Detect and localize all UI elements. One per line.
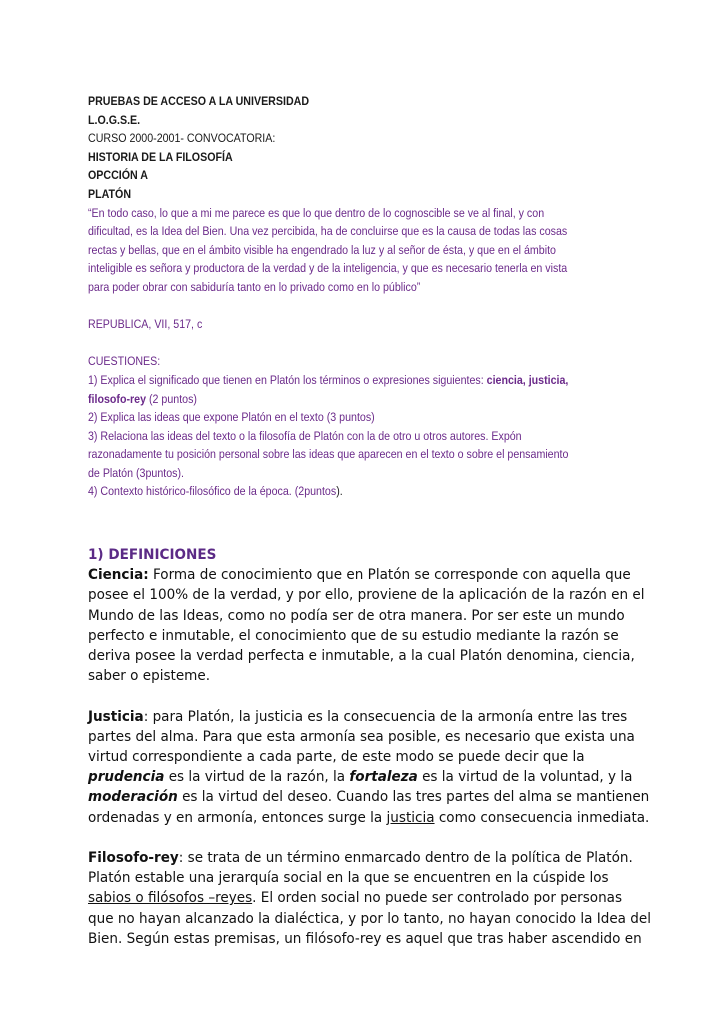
questions-block [88, 352, 570, 501]
spacer [88, 828, 623, 848]
spacer [88, 334, 570, 353]
spacer [88, 686, 623, 706]
quote-reference: REPUBLICA, VII, 517, c [88, 317, 203, 332]
quote-line: para poder obrar con sabiduría tanto en lo privado como en lo público” [88, 279, 421, 294]
definition-filosofo-rey: Filosofo-rey: se trata de un término enmarcado dentro de la política de Platón. Platón estable una jerarquía social en la que se encuentren en la cúspide los sabios o filósofos –reyes. El orden social no puede ser controlado por personas que no hayan alcanzado la dialéctica, y por lo tanto, no hayan conocido la Idea del Bien. Según estas premisas, un filósofo-rey es aquel que tras haber ascendido en [88, 850, 651, 947]
questions-heading: CUESTIONES: [88, 354, 161, 369]
question-1: 1) Explica el significado que tienen en Platón los términos o expresiones siguientes: ciencia, justicia, [88, 372, 569, 387]
quote-text [88, 204, 570, 297]
term-ciencia: Ciencia: [88, 567, 149, 584]
definition-ciencia: Ciencia: Forma de conocimiento que en Platón se corresponde con aquella que posee el 100% de la verdad, y por ello, proviene de la aplicación de la razón en el Mundo de las Ideas, como no podía ser de otra manera. Por ser este un mundo perfecto e inmutable, el conocimiento que de su estudio mediante la razón se deriva posee la verdad perfecta e inmutable, a la cual Platón denomina, ciencia, saber o episteme. [88, 567, 645, 685]
quote-line: inteligible es señora y productora de la verdad y de la inteligencia, y que es necesario tenerla en vista [88, 261, 568, 276]
question-2: 2) Explica las ideas que expone Platón en el texto (3 puntos) [88, 410, 375, 425]
subject-label: HISTORIA DE LA FILOSOFÍA [88, 149, 233, 164]
definitions-title: 1) DEFINICIONES [88, 547, 217, 563]
author-label: PLATÓN [88, 186, 132, 201]
term-justicia: Justicia [88, 708, 144, 725]
definition-justicia: Justicia: para Platón, la justicia es la consecuencia de la armonía entre las tres partes del alma. Para que esta armonía sea posible, es necesario que exista una virtud correspondiente a cada parte, de este modo se puede decir que la prudencia es la virtud de la razón, la fortaleza es la virtud de la voluntad, y la moderación es la virtud del deseo. Cuando las tres partes del alma se mantienen ordenadas y en armonía, entonces surge la justicia como consecuencia inmediata. [88, 708, 650, 826]
term-filosofo-rey: Filosofo-rey [88, 850, 179, 867]
course-label: CURSO 2000-2001- CONVOCATORIA: [88, 131, 276, 146]
quote-line: “En todo caso, lo que a mi me parece es que lo que dentro de lo cognoscible se ve al final, y con [88, 205, 545, 220]
definitions-section [88, 545, 651, 949]
quote-line: dificultad, es la Idea del Bien. Una vez percibida, ha de concluirse que es la causa de todas las cosas [88, 224, 568, 239]
exam-statement [88, 92, 570, 501]
question-3-cont: de Platón (3puntos). [88, 465, 184, 480]
quote-line: rectas y bellas, que en el ámbito visible ha engendrado la luz y al señor de ésta, y que en el ámbito [88, 242, 556, 257]
question-3: 3) Relaciona las ideas del texto o la filosofía de Platón con la de otro u otros autores. Expón [88, 428, 522, 443]
exam-title: PRUEBAS DE ACCESO A LA UNIVERSIDAD [88, 94, 310, 108]
spacer [88, 297, 570, 316]
question-3-cont: razonadamente tu posición personal sobre las ideas que aparecen en el texto o sobre el pensamiento [88, 447, 569, 462]
question-1-cont: filosofo-rey (2 puntos) [88, 391, 197, 406]
law-label: L.O.G.S.E. [88, 112, 141, 127]
option-label: OPCCIÓN A [88, 168, 148, 183]
question-4: 4) Contexto histórico-filosófico de la época. (2puntos). [88, 484, 343, 499]
